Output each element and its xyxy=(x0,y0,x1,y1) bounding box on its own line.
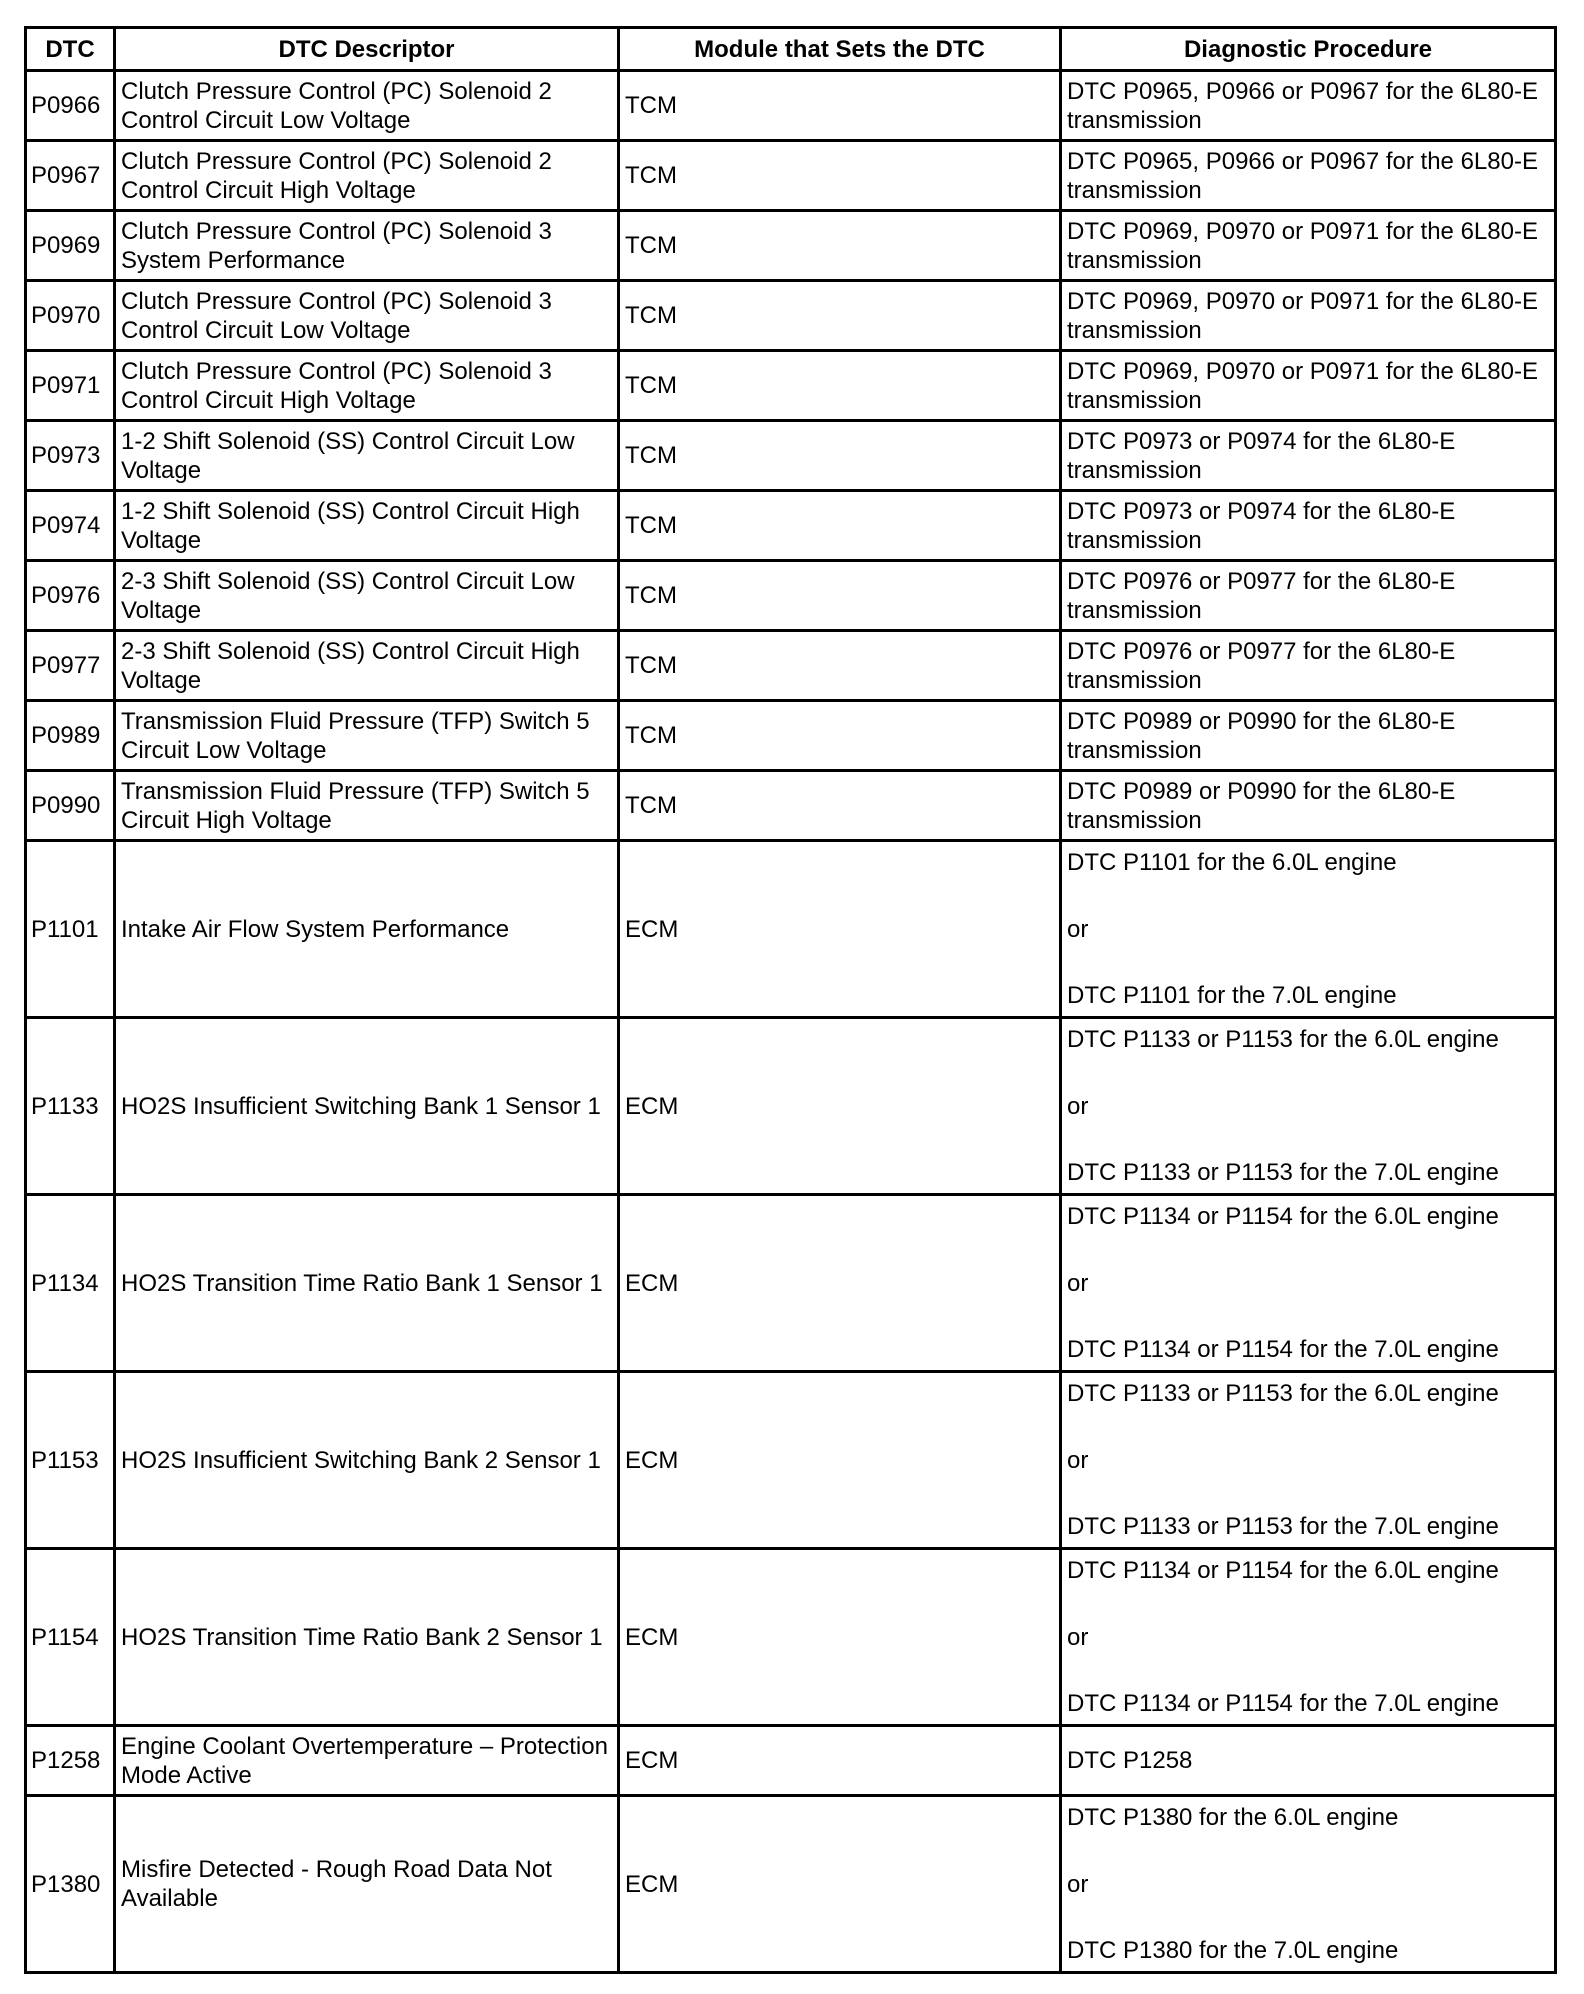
dtc-module: TCM xyxy=(619,351,1061,421)
dtc-module: TCM xyxy=(619,141,1061,211)
dtc-descriptor: HO2S Transition Time Ratio Bank 2 Sensor 1 xyxy=(115,1549,619,1726)
table-row xyxy=(26,141,1556,211)
dtc-procedure xyxy=(1061,1018,1556,1195)
table-row xyxy=(26,1195,1556,1372)
dtc-procedure xyxy=(1061,491,1556,561)
dtc-code: P0973 xyxy=(26,421,115,491)
dtc-module: ECM xyxy=(619,841,1061,1018)
dtc-module: ECM xyxy=(619,1195,1061,1372)
procedure-line: DTC P1101 for the 7.0L engine xyxy=(1067,982,1397,1009)
dtc-module: ECM xyxy=(619,1796,1061,1973)
procedure-line: DTC P1134 or P1154 for the 7.0L engine xyxy=(1067,1336,1499,1363)
dtc-descriptor: Clutch Pressure Control (PC) Solenoid 3 Control Circuit Low Voltage xyxy=(115,281,619,351)
procedure-line: DTC P0976 or P0977 for the 6L80-E transmission xyxy=(1067,637,1456,694)
dtc-module: TCM xyxy=(619,281,1061,351)
dtc-descriptor: Intake Air Flow System Performance xyxy=(115,841,619,1018)
procedure-line: DTC P0965, P0966 or P0967 for the 6L80-E transmission xyxy=(1067,147,1538,204)
procedure-line: DTC P0969, P0970 or P0971 for the 6L80-E transmission xyxy=(1067,287,1538,344)
procedure-line: DTC P0969, P0970 or P0971 for the 6L80-E transmission xyxy=(1067,217,1538,274)
dtc-module: TCM xyxy=(619,701,1061,771)
table-row xyxy=(26,71,1556,141)
dtc-procedure xyxy=(1061,1796,1556,1973)
header-dtc: DTC xyxy=(26,28,115,71)
dtc-code: P0990 xyxy=(26,771,115,841)
dtc-procedure xyxy=(1061,1726,1556,1796)
procedure-line: DTC P0973 or P0974 for the 6L80-E transmission xyxy=(1067,497,1456,554)
procedure-line: DTC P1258 xyxy=(1067,1747,1193,1774)
dtc-module: TCM xyxy=(619,771,1061,841)
dtc-descriptor: Transmission Fluid Pressure (TFP) Switch 5 Circuit Low Voltage xyxy=(115,701,619,771)
dtc-code: P1134 xyxy=(26,1195,115,1372)
table-row xyxy=(26,1018,1556,1195)
dtc-procedure xyxy=(1061,561,1556,631)
dtc-module: ECM xyxy=(619,1372,1061,1549)
procedure-line: DTC P1134 or P1154 for the 6.0L engine xyxy=(1067,1203,1499,1230)
dtc-descriptor: 2-3 Shift Solenoid (SS) Control Circuit Low Voltage xyxy=(115,561,619,631)
dtc-code: P1154 xyxy=(26,1549,115,1726)
dtc-code: P0970 xyxy=(26,281,115,351)
dtc-descriptor: Misfire Detected - Rough Road Data Not Available xyxy=(115,1796,619,1973)
dtc-code: P0977 xyxy=(26,631,115,701)
dtc-descriptor: HO2S Insufficient Switching Bank 1 Sensor 1 xyxy=(115,1018,619,1195)
dtc-procedure xyxy=(1061,351,1556,421)
dtc-procedure xyxy=(1061,421,1556,491)
dtc-procedure xyxy=(1061,701,1556,771)
dtc-procedure xyxy=(1061,71,1556,141)
table-row xyxy=(26,841,1556,1018)
dtc-procedure xyxy=(1061,211,1556,281)
dtc-module: ECM xyxy=(619,1549,1061,1726)
dtc-procedure xyxy=(1061,631,1556,701)
dtc-code: P1258 xyxy=(26,1726,115,1796)
table-row xyxy=(26,351,1556,421)
procedure-line: DTC P0989 or P0990 for the 6L80-E transmission xyxy=(1067,777,1456,834)
dtc-procedure xyxy=(1061,841,1556,1018)
procedure-line: DTC P1133 or P1153 for the 7.0L engine xyxy=(1067,1159,1499,1186)
dtc-descriptor: Clutch Pressure Control (PC) Solenoid 2 Control Circuit Low Voltage xyxy=(115,71,619,141)
dtc-module: TCM xyxy=(619,561,1061,631)
procedure-line: or xyxy=(1067,915,1089,943)
dtc-table xyxy=(24,26,1557,1974)
procedure-line: DTC P0973 or P0974 for the 6L80-E transmission xyxy=(1067,427,1456,484)
procedure-line: DTC P1380 for the 6.0L engine xyxy=(1067,1804,1399,1831)
table-row xyxy=(26,701,1556,771)
dtc-descriptor: Transmission Fluid Pressure (TFP) Switch 5 Circuit High Voltage xyxy=(115,771,619,841)
dtc-procedure xyxy=(1061,1549,1556,1726)
table-row xyxy=(26,211,1556,281)
dtc-procedure xyxy=(1061,281,1556,351)
procedure-line: or xyxy=(1067,1446,1089,1474)
dtc-module: ECM xyxy=(619,1726,1061,1796)
header-descriptor: DTC Descriptor xyxy=(115,28,619,71)
dtc-descriptor: Clutch Pressure Control (PC) Solenoid 3 Control Circuit High Voltage xyxy=(115,351,619,421)
dtc-module: TCM xyxy=(619,211,1061,281)
dtc-descriptor: 2-3 Shift Solenoid (SS) Control Circuit High Voltage xyxy=(115,631,619,701)
dtc-code: P1133 xyxy=(26,1018,115,1195)
procedure-line: DTC P1101 for the 6.0L engine xyxy=(1067,849,1397,876)
procedure-line: DTC P1133 or P1153 for the 7.0L engine xyxy=(1067,1513,1499,1540)
table-row xyxy=(26,1726,1556,1796)
dtc-code: P0976 xyxy=(26,561,115,631)
procedure-line: DTC P0989 or P0990 for the 6L80-E transmission xyxy=(1067,707,1456,764)
table-row xyxy=(26,1549,1556,1726)
procedure-line: or xyxy=(1067,1623,1089,1651)
dtc-module: TCM xyxy=(619,71,1061,141)
table-row xyxy=(26,631,1556,701)
dtc-descriptor: 1-2 Shift Solenoid (SS) Control Circuit Low Voltage xyxy=(115,421,619,491)
dtc-code: P1153 xyxy=(26,1372,115,1549)
procedure-line: DTC P1134 or P1154 for the 6.0L engine xyxy=(1067,1557,1499,1584)
dtc-module: TCM xyxy=(619,491,1061,561)
dtc-module: TCM xyxy=(619,631,1061,701)
dtc-descriptor: HO2S Transition Time Ratio Bank 1 Sensor 1 xyxy=(115,1195,619,1372)
dtc-code: P0969 xyxy=(26,211,115,281)
procedure-line: DTC P0976 or P0977 for the 6L80-E transmission xyxy=(1067,567,1456,624)
procedure-line: or xyxy=(1067,1870,1089,1898)
dtc-code: P0971 xyxy=(26,351,115,421)
procedure-line: or xyxy=(1067,1092,1089,1120)
dtc-procedure xyxy=(1061,771,1556,841)
procedure-line: DTC P1133 or P1153 for the 6.0L engine xyxy=(1067,1026,1499,1053)
procedure-line: DTC P1380 for the 7.0L engine xyxy=(1067,1937,1399,1964)
dtc-descriptor: Clutch Pressure Control (PC) Solenoid 3 System Performance xyxy=(115,211,619,281)
header-row xyxy=(26,28,1556,71)
dtc-module: ECM xyxy=(619,1018,1061,1195)
dtc-code: P1380 xyxy=(26,1796,115,1973)
dtc-procedure xyxy=(1061,141,1556,211)
procedure-line: DTC P1133 or P1153 for the 6.0L engine xyxy=(1067,1380,1499,1407)
dtc-descriptor: HO2S Insufficient Switching Bank 2 Sensor 1 xyxy=(115,1372,619,1549)
table-row xyxy=(26,421,1556,491)
dtc-procedure xyxy=(1061,1195,1556,1372)
dtc-code: P0974 xyxy=(26,491,115,561)
table-row xyxy=(26,281,1556,351)
procedure-line: DTC P0965, P0966 or P0967 for the 6L80-E transmission xyxy=(1067,77,1538,134)
header-module: Module that Sets the DTC xyxy=(619,28,1061,71)
dtc-procedure xyxy=(1061,1372,1556,1549)
dtc-descriptor: 1-2 Shift Solenoid (SS) Control Circuit High Voltage xyxy=(115,491,619,561)
table-row xyxy=(26,491,1556,561)
table-row xyxy=(26,561,1556,631)
procedure-line: DTC P1134 or P1154 for the 7.0L engine xyxy=(1067,1690,1499,1717)
dtc-code: P0967 xyxy=(26,141,115,211)
procedure-line: or xyxy=(1067,1269,1089,1297)
dtc-code: P0989 xyxy=(26,701,115,771)
header-procedure: Diagnostic Procedure xyxy=(1061,28,1556,71)
dtc-module: TCM xyxy=(619,421,1061,491)
dtc-code: P0966 xyxy=(26,71,115,141)
table-row xyxy=(26,771,1556,841)
dtc-descriptor: Engine Coolant Overtemperature – Protection Mode Active xyxy=(115,1726,619,1796)
table-row xyxy=(26,1372,1556,1549)
dtc-descriptor: Clutch Pressure Control (PC) Solenoid 2 Control Circuit High Voltage xyxy=(115,141,619,211)
table-body xyxy=(26,71,1556,1973)
procedure-line: DTC P0969, P0970 or P0971 for the 6L80-E transmission xyxy=(1067,357,1538,414)
dtc-code: P1101 xyxy=(26,841,115,1018)
table-row xyxy=(26,1796,1556,1973)
